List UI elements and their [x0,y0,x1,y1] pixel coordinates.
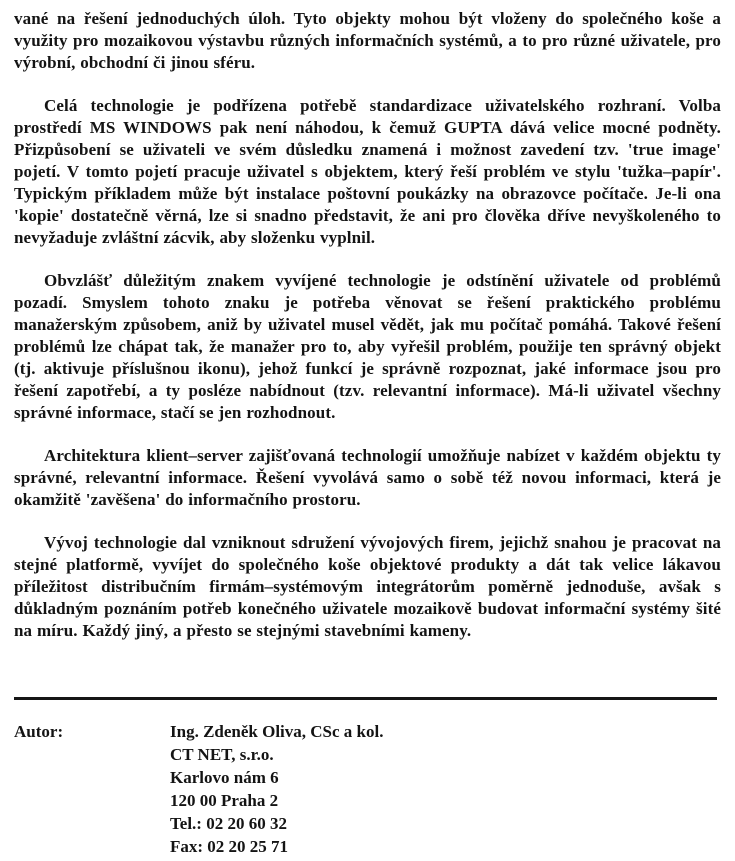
footer-divider [14,697,717,700]
author-line-fax: Fax: 02 20 25 71 [170,837,289,856]
document-body [14,8,721,642]
author-line-name: Ing. Zdeněk Oliva, CSc a kol. [170,722,384,741]
author-line-company: CT NET, s.r.o. [170,745,274,764]
author-label: Autor: [14,722,64,741]
author-line-phone: Tel.: 02 20 60 32 [170,814,287,833]
body-paragraph: Vývoj technologie dal vzniknout sdružení vývojových firem, jejichž snahou je pracovat na stejné platformě, vyvíjet do společného koše objektové produkty a dát tak velice lákavou příležitost distribučním firmám–systémovým integrátorům poměrně jednoduše, avšak s důkladným poznáním potřeb konečného uživatele mozaikově budovat informační systémy šité na míru. Každý jiný, a přesto se stejnými stavebními kameny. [14,533,721,640]
author-line-city: 120 00 Praha 2 [170,791,279,810]
author-line-street: Karlovo nám 6 [170,768,279,787]
author-block [14,720,721,858]
body-paragraph: vané na řešení jednoduchých úloh. Tyto objekty mohou být vloženy do společného koše a využity pro mozaikovou výstavbu různých informačních systémů, a to pro různé uživatele, pro výrobní, obchodní či jinou sféru. [14,9,721,72]
body-paragraph: Obvzlášť důležitým znakem vyvíjené technologie je odstínění uživatele od problémů pozadí. Smyslem tohoto znaku je potřeba věnovat se řešení praktického problému manažerským způsobem, aniž by uživatel musel vědět, jak mu počítač pomáhá. Takové řešení problémů lze chápat tak, že manažer pro to, aby vyřešil problém, použije ten správný objekt (tj. aktivuje příslušnou ikonu), jehož funkcí je správně rozpoznat, jaké informace jsou pro řešení zapotřebí, a ty posléze nabídnout (tzv. relevantní informace). Má-li uživatel všechny správné informace, stačí se jen rozhodnout. [14,271,721,422]
author-details [170,720,384,858]
body-paragraph: Architektura klient–server zajišťovaná technologií umožňuje nabízet v každém objektu ty správné, relevantní informace. Řešení vyvolává samo o sobě též novou informaci, která je okamžitě 'zavěšena' do informačního prostoru. [14,446,721,509]
body-paragraph: Celá technologie je podřízena potřebě standardizace uživatelského rozhraní. Volba prostředí MS WINDOWS pak není náhodou, k čemuž GUPTA dává velice mocné podněty. Přizpůsobení se uživateli ve svém důsledku znamená i možnost zavedení tzv. 'true image' pojetí. V tomto pojetí pracuje uživatel s objektem, který řeší problém ve stylu 'tužka–papír'. Typickým příkladem může být instalace poštovní poukázky na obrazovce počítače. Je-li ona 'kopie' dostatečně věrná, lze si snadno představit, že ani pro člověka dříve nevyškoleného to nevyžaduje zvláštní zácvik, aby složenku vyplnil. [14,96,721,247]
